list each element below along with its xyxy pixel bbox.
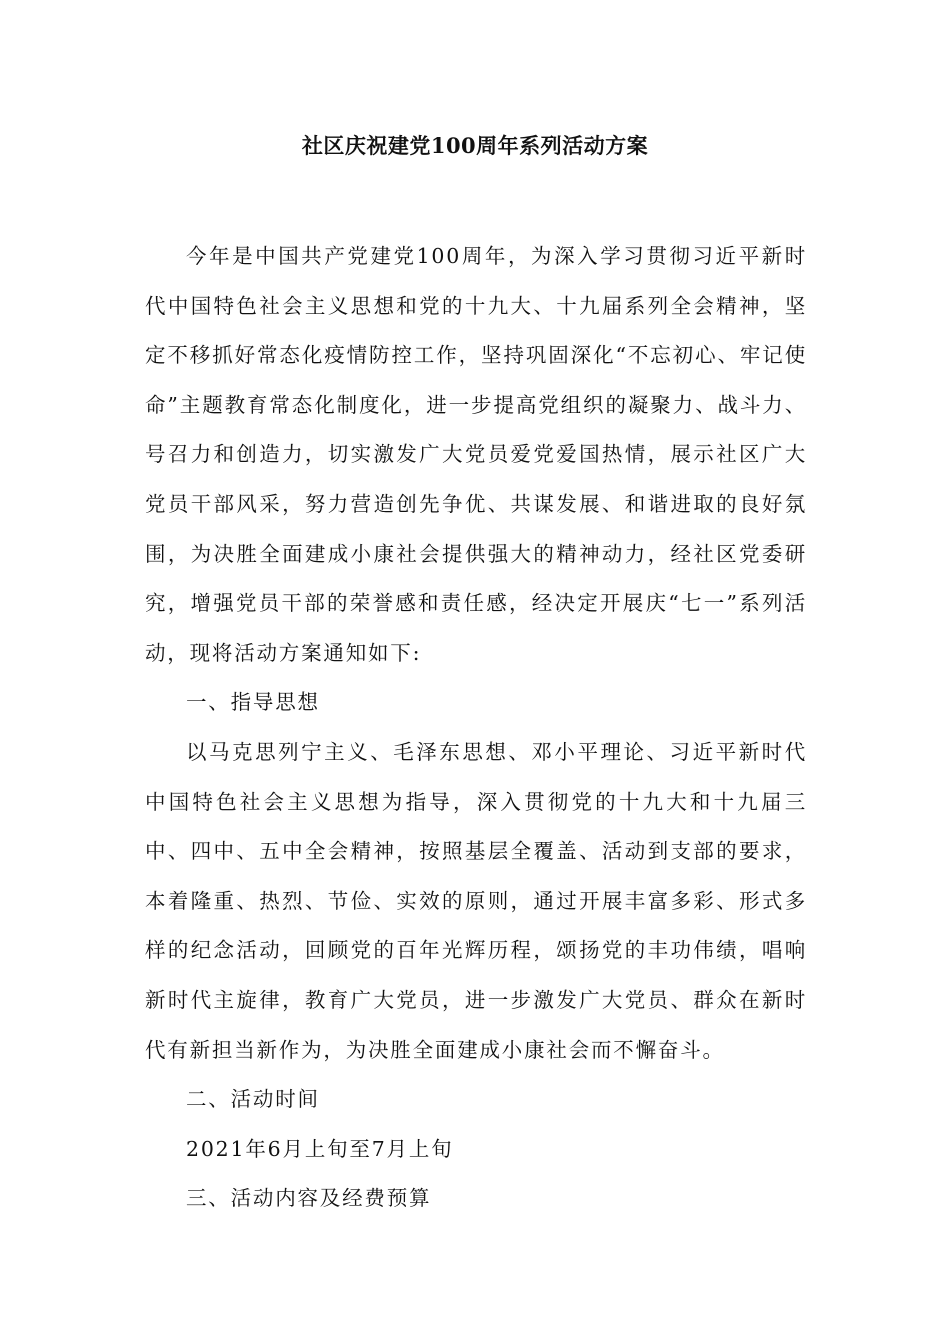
section-heading-activity-time: 二、活动时间 xyxy=(186,1087,320,1112)
section-heading-content-budget: 三、活动内容及经费预算 xyxy=(186,1186,432,1211)
guiding-ideology-paragraph: 以马克思列宁主义、毛泽东思想、邓小平理论、习近平新时代中国特色社会主义思想为指导，深入贯彻党的十九大和十九届三中、四中、五中全会精神，按照基层全覆盖、活动到支部的要求，本着隆重、热烈、节俭、实效的原则，通过开展丰富多彩、形式多样的纪念活动，回顾党的百年光辉历程，颂扬党的丰功伟绩，唱响新时代主旋律，教育广大党员，进一步激发广大党员、群众在新时代有新担当新作为，为决胜全面建成小康社会而不懈奋斗。 xyxy=(145,739,807,1062)
section-heading-guiding-ideology: 一、指导思想 xyxy=(186,690,320,715)
intro-paragraph: 今年是中国共产党建党100周年，为深入学习贯彻习近平新时代中国特色社会主义思想和党的十九大、十九届系列全会精神，坚定不移抓好常态化疫情防控工作，坚持巩固深化“不忘初心、牢记使命”主题教育常态化制度化，进一步提高党组织的凝聚力、战斗力、号召力和创造力，切实激发广大党员爱党爱国热情，展示社区广大党员干部风采，努力营造创先争优、共谋发展、和谐进取的良好氛围，为决胜全面建成小康社会提供强大的精神动力，经社区党委研究，增强党员干部的荣誉感和责任感，经决定开展庆“七一”系列活动，现将活动方案通知如下: xyxy=(145,244,807,665)
document-title: 社区庆祝建党100周年系列活动方案 xyxy=(301,133,649,158)
document-body xyxy=(145,232,807,1224)
activity-time-paragraph: 2021年6月上旬至7月上旬 xyxy=(186,1136,454,1161)
